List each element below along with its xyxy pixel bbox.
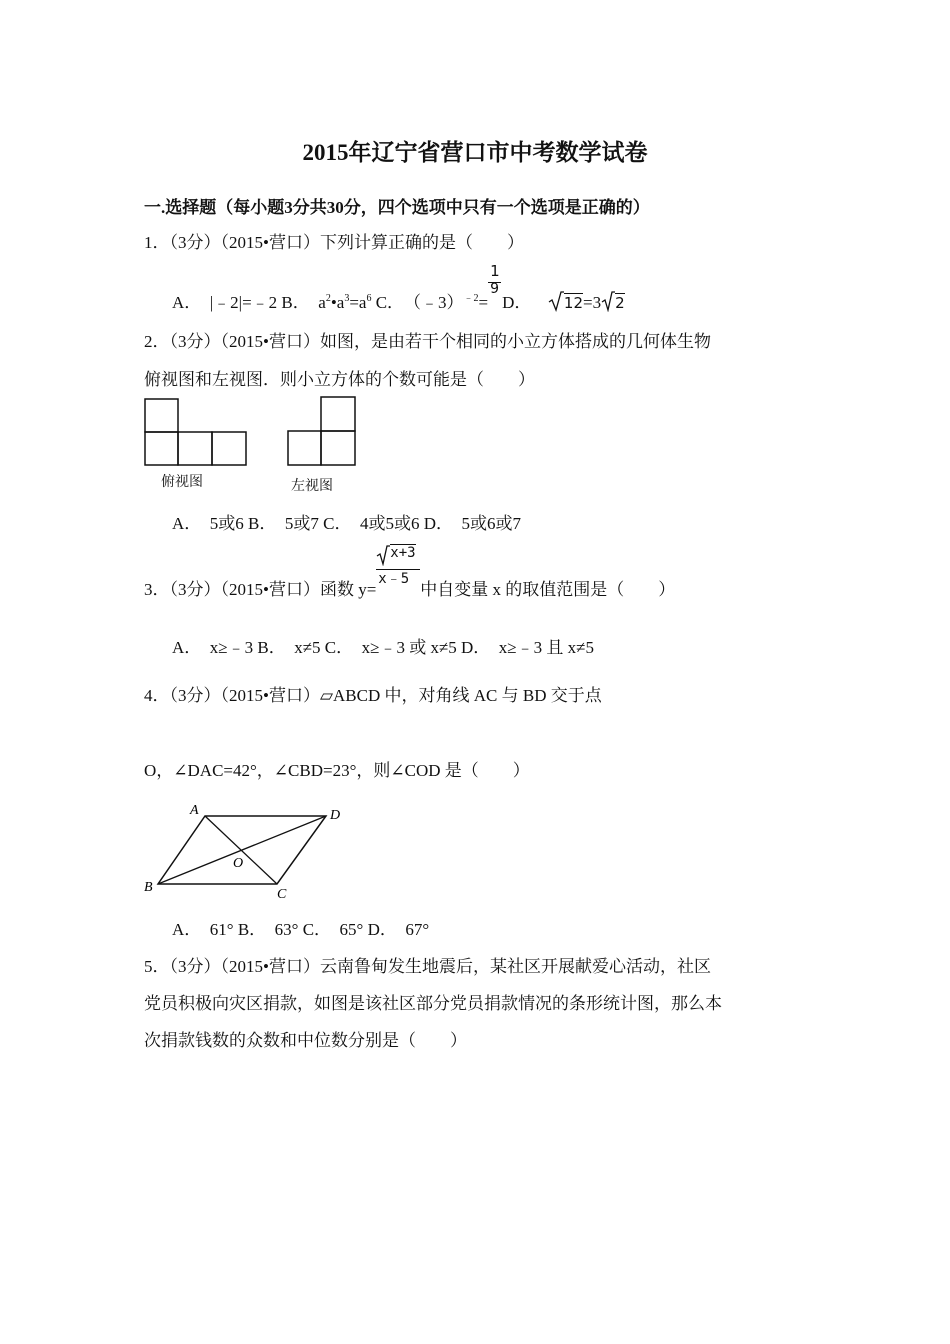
q5-stem-line1: 5．（3分）（2015•营口）云南鲁甸发生地震后，某社区开展献爱心活动，社区 (144, 957, 711, 976)
q3-stem-suffix: 中自变量 x 的取值范围是（ ） (420, 580, 676, 599)
q5-stem-line3: 次捐款钱数的众数和中位数分别是（ ） (144, 1031, 467, 1050)
q1-exp-neg2: ﹣2 (463, 293, 479, 304)
q5-stem-line2: 党员积极向灾区捐款，如图是该社区部分党员捐款情况的条形统计图，那么本 (144, 994, 722, 1013)
q2-stem-line2: 俯视图和左视图．则小立方体的个数可能是（ ） (144, 370, 535, 389)
top-view-figure (144, 398, 248, 468)
top-view-cell (145, 399, 178, 432)
parallelogram-figure (140, 800, 350, 902)
q1-exp-6: 6 (366, 293, 372, 304)
vertex-label-a: A (190, 803, 199, 818)
radicand-2: 2 (615, 294, 625, 312)
q1-exp-2: 2 (325, 293, 331, 304)
radicand-12: 12 (563, 294, 584, 312)
q1-option-d: D． (502, 293, 532, 312)
q1-equals-c: = (478, 293, 489, 312)
top-view-cell (145, 432, 178, 465)
left-view-caption: 左视图 (291, 478, 333, 494)
q1-options (172, 262, 625, 313)
page-title: 2015年辽宁省营口市中考数学试卷 (302, 140, 648, 165)
q3-stem (144, 545, 676, 600)
sqrt-sign-icon (376, 544, 390, 566)
q3-options: A． x≥﹣3 B． x≠5 C． x≥﹣3 或 x≠5 D． x≥﹣3 且 x≠5 (172, 638, 594, 657)
q2-stem-line1: 2．（3分）（2015•营口）如图，是由若干个相同的小立方体搭成的几何体生物 (144, 332, 711, 351)
fraction-sqrt-x-plus-3-over-x-minus-5 (376, 545, 420, 595)
vertex-label-c: C (277, 887, 287, 902)
q1-d-equals: =3 (583, 293, 602, 312)
sqrt-sign-icon (548, 290, 564, 312)
fraction-numerator: 1 (490, 262, 500, 280)
left-view-cell (321, 397, 355, 431)
left-view-figure (287, 396, 357, 468)
q1-equals-a: =a (349, 293, 367, 312)
q4-options: A． 61° B． 63° C． 65° D． 67° (172, 920, 430, 939)
radicand-x-plus-3: x+3 (390, 545, 416, 561)
left-view-cell (321, 431, 355, 465)
q4-stem-line1: 4．（3分）（2015•营口）▱ABCD 中，对角线 AC 与 BD 交于点 (144, 686, 602, 705)
top-view-caption: 俯视图 (161, 474, 203, 490)
center-label-o: O (233, 856, 244, 871)
q1-exp-3: 3 (344, 293, 350, 304)
sqrt-sign-icon (601, 290, 615, 312)
q1-option-c: C． （﹣3） (371, 293, 464, 312)
q3-stem-prefix: 3．（3分）（2015•营口）函数 y= (144, 580, 377, 599)
q2-options: A． 5或6 B． 5或7 C． 4或5或6 D． 5或6或7 (172, 514, 521, 533)
vertex-label-d: D (330, 808, 341, 823)
left-view-cell (288, 431, 321, 465)
fraction-denominator: 9 (490, 281, 500, 297)
top-view-cell (178, 432, 212, 465)
q1-stem: 1．（3分）（2015•营口）下列计算正确的是（ ） (144, 233, 524, 252)
q4-stem-line2: O，∠DAC=42°，∠CBD=23°，则∠COD 是（ ） (144, 761, 530, 780)
q1-option-a-b: A． |﹣2|=﹣2 B． a (172, 293, 326, 312)
section-heading: 一.选择题（每小题3分共30分，四个选项中只有一个选项是正确的） (144, 198, 650, 217)
fraction-one-ninth (488, 262, 502, 308)
vertex-label-b: B (144, 880, 153, 895)
denominator-x-minus-5: x﹣5 (378, 571, 410, 587)
q1-bullet-a: •a (330, 293, 345, 312)
top-view-cell (212, 432, 246, 465)
